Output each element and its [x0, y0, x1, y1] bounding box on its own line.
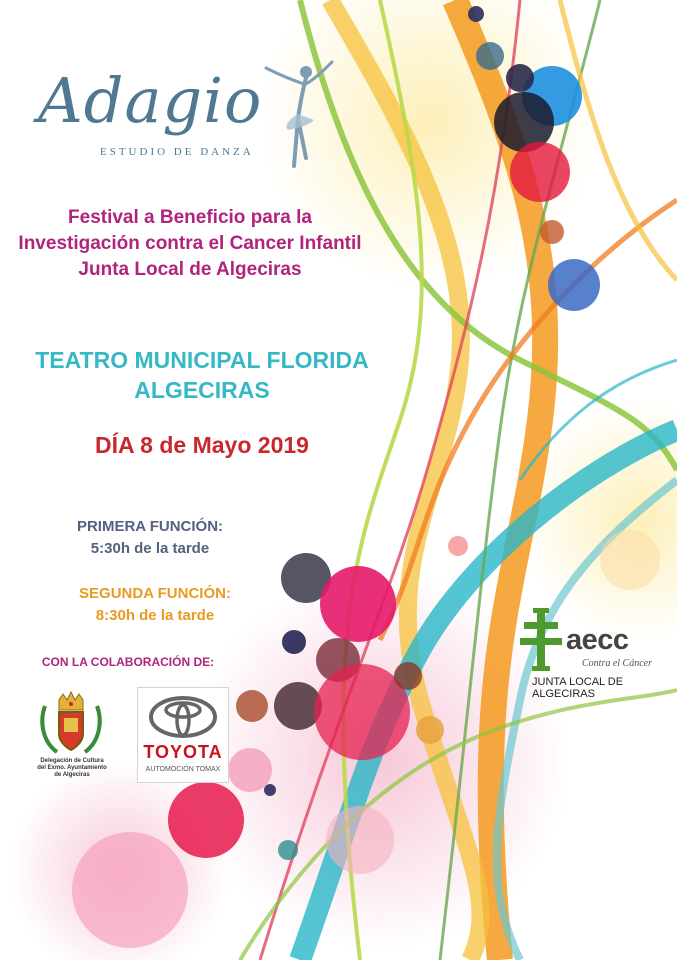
event-date: DÍA 8 de Mayo 2019: [95, 432, 309, 458]
first-show: [0, 516, 300, 560]
toyota-name: TOYOTA: [143, 742, 223, 762]
festival-line: Investigación contra el Cancer Infantil: [18, 233, 362, 254]
dot: [448, 536, 468, 556]
dot: [264, 784, 276, 796]
dot: [228, 748, 272, 792]
adagio-logo-wordmark: Adagio: [38, 64, 263, 137]
aecc-tagline: Contra el Cáncer: [582, 658, 652, 669]
dot: [282, 630, 306, 654]
crest-caption-line: del Exmo. Ayuntamiento: [37, 765, 107, 771]
dot: [506, 64, 534, 92]
dot: [416, 716, 444, 744]
dot: [476, 42, 504, 70]
toyota-sponsor-logo: [137, 687, 229, 783]
algeciras-crest-icon: [37, 688, 105, 758]
dot: [278, 840, 298, 860]
aecc-wordmark: aecc: [566, 624, 629, 656]
toyota-dealer-name: AUTOMOCIÓN TOMAX: [145, 766, 221, 773]
festival-line: Junta Local de Algeciras: [78, 259, 302, 280]
second-show-time: 8:30h de la tarde: [95, 607, 215, 624]
adagio-logo-subtitle: ESTUDIO DE DANZA: [100, 146, 254, 158]
dot: [600, 530, 660, 590]
dot: [540, 220, 564, 244]
festival-description: [0, 205, 380, 283]
toyota-emblem-icon: [146, 695, 220, 739]
collaboration-label: CON LA COLABORACIÓN DE:: [41, 655, 215, 669]
crest-caption-line: de Algeciras: [54, 772, 90, 778]
dot: [72, 832, 188, 948]
first-show-time: 5:30h de la tarde: [90, 540, 210, 557]
dot: [320, 566, 396, 642]
dot: [236, 690, 268, 722]
dot: [548, 259, 600, 311]
dot: [510, 142, 570, 202]
dot: [168, 782, 244, 858]
second-show: [0, 583, 310, 627]
dot: [394, 662, 422, 690]
venue-line: ALGECIRAS: [134, 377, 270, 403]
crest-caption: [22, 758, 122, 779]
festival-line: Festival a Beneficio para la: [68, 207, 312, 228]
aecc-local-board: JUNTA LOCAL DE ALGECIRAS: [532, 676, 624, 700]
venue: [0, 345, 404, 405]
crest-caption-line: Delegación de Cultura: [40, 758, 104, 764]
ballerina-silhouette-icon: [262, 58, 334, 168]
second-show-label: SEGUNDA FUNCIÓN:: [79, 585, 231, 602]
dot: [326, 806, 394, 874]
venue-line: TEATRO MUNICIPAL FLORIDA: [35, 347, 369, 373]
aecc-cross-icon: [518, 608, 564, 672]
first-show-label: PRIMERA FUNCIÓN:: [76, 518, 224, 535]
dot: [468, 6, 484, 22]
